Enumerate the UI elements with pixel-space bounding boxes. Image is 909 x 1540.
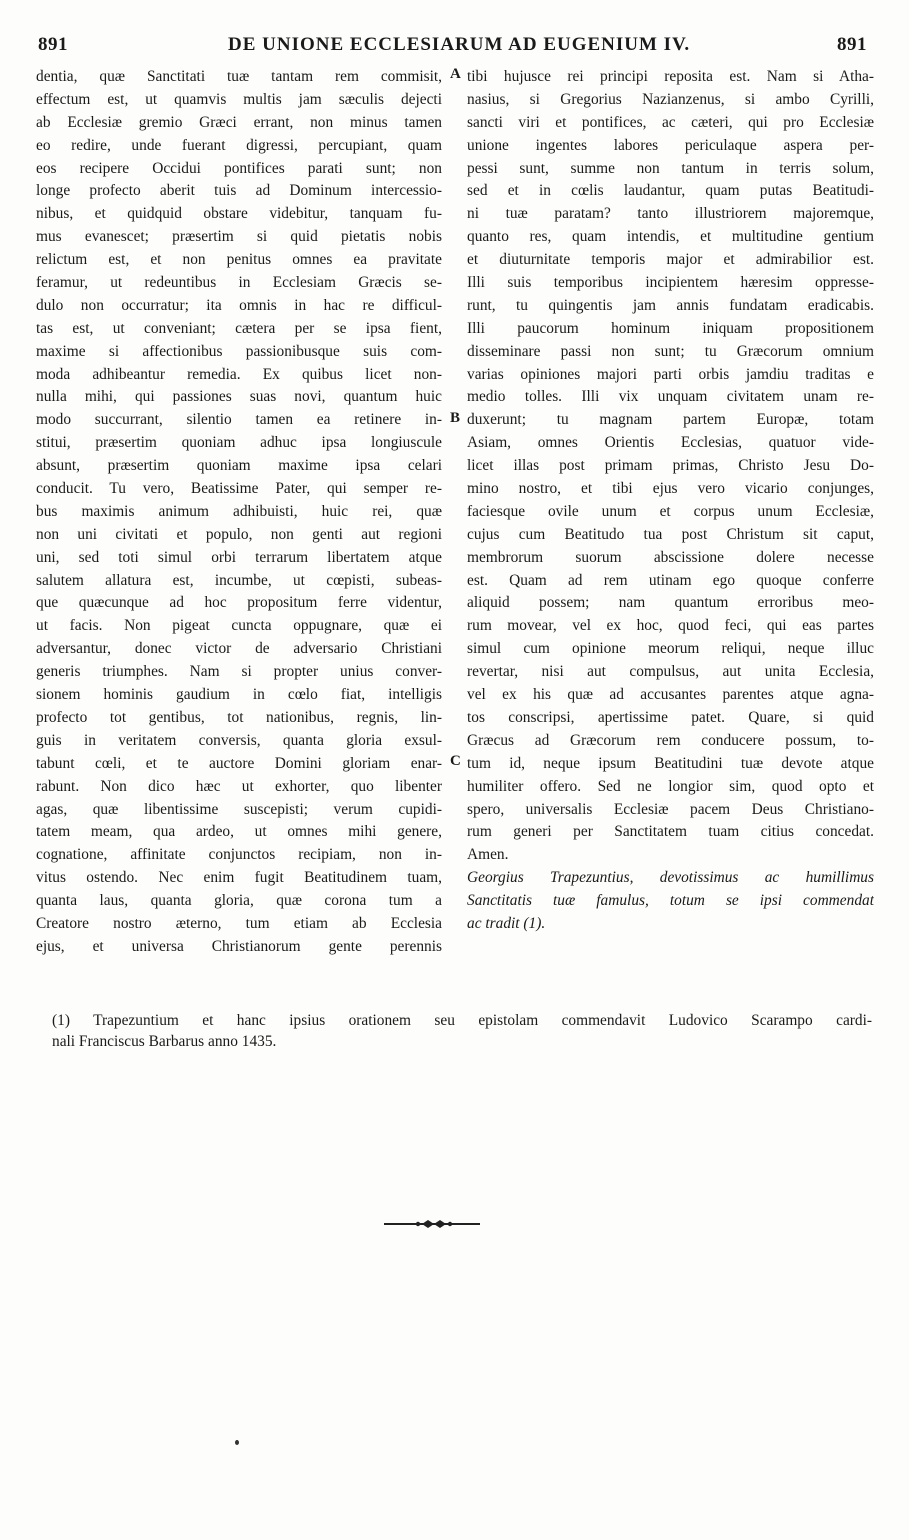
left-column-line: ab Ecclesiæ gremio Græci errant, non minus tamen [36,113,442,131]
right-column-line: humiliter offero. Sed ne longior sim, quod opto et [467,777,874,795]
right-column-line: spero, universalis Ecclesiæ pacem Deus Christiano- [467,800,874,818]
left-column-line: generis triumphes. Nam si propter unius conver- [36,663,442,681]
signature-line: ac tradit (1). [467,914,546,932]
right-column-line: nasius, si Gregorius Nazianzenus, si ambo Cyrilli, [467,90,874,108]
left-column-line: uni, sed toti simul orbi terrarum libertatem atque [36,548,442,566]
left-column-line: non uni civitati et populo, non genti aut regioni [36,525,442,543]
left-column-line: salutem allatura est, incumbe, ut cœpisti, subeas- [36,571,442,589]
footnote-line: (1) Trapezuntium et hanc ipsius orationem seu epistolam commendavit Ludovico Scarampo cardi- [52,1012,872,1029]
left-column-line: moda adhibeantur remedia. Ex quibus licet non- [36,365,442,383]
left-column-line: dulo non occurratur; ita omnis in hac re difficul- [36,296,442,314]
left-column-line: ejus, et universa Christianorum gente perennis [36,937,442,955]
left-column-line: agas, quæ libentissime suscepisti; verum cupidi- [36,800,442,818]
right-column-line: membrorum suorum abscissione dolere necesse [467,548,874,566]
right-column-line: vel ex his quæ ad accusantes parentes atque agna- [467,686,874,704]
footnote-line: nali Franciscus Barbarus anno 1435. [52,1033,277,1050]
right-column-line: ni tuæ paratam? tanto illustriorem majoremque, [467,205,874,223]
left-column-line: dentia, quæ Sanctitati tuæ tantam rem commisit, [36,68,442,85]
left-column-line: vitus ostendo. Nec enim fugit Beatitudinem tuam, [36,869,442,887]
running-title: DE UNIONE ECCLESIARUM AD EUGENIUM IV. [228,34,691,55]
left-column-line: eos recipere Occidui pontifices parati sunt; non [36,159,442,177]
left-text-column [36,66,442,959]
left-column-line: profecto tot gentibus, tot nationibus, regnis, lin- [36,708,442,726]
left-column-line: rabunt. Non dico hæc ut exhorter, quo libenter [36,777,442,795]
right-column-line: mino nostro, et tibi ejus vero vicario conjunges, [467,480,874,498]
left-column-line: maxime si affectionibus passionibusque suis com- [36,342,442,360]
right-column-line: Asiam, omnes Orientis Ecclesias, quatuor vide- [467,434,874,452]
right-column-line: et diuturnitate temporis major et admirabilior est. [467,251,874,269]
left-column-line: nulla mihi, qui passiones suas novi, quantum huic [36,388,442,406]
right-column-line: Græcus ad Græcorum rem conducere possum, to- [467,731,874,749]
left-column-line: conducit. Tu vero, Beatissime Pater, qui semper re- [36,480,442,498]
page-number-left: 891 [38,34,68,55]
right-column-line: tum id, neque ipsum Beatitudini tuæ devote atque [467,754,874,772]
left-column-line: feramur, ut redeuntibus in Ecclesiam Græcis se- [36,274,442,292]
right-column-line: sancti viri et pontifices, ac cæteri, qui pro Ecclesiæ [467,113,874,131]
right-column-line: tos conscripsi, apertissime patet. Quare, si quid [467,708,874,726]
right-column-line: varias opiniones majori parti orbis jamdiu traditas e [467,365,874,383]
right-column-line: Amen. [467,846,509,864]
right-column-line: Illi suis temporibus incipientem hæresim oppresse- [467,274,874,292]
page-number-right: 891 [837,34,867,55]
left-column-line: effectum est, ut quamvis multis jam sæculis dejecti [36,90,442,108]
right-column-line: disseminare passi non sunt; tu Græcorum omnium [467,342,874,360]
margin-marker-a: A [450,66,461,82]
right-column-line: tibi hujusce rei principi reposita est. Nam si Atha- [467,68,874,85]
margin-marker-b: B [450,410,461,426]
right-column-line: faciesque ovile unum et corpus unum Ecclesiæ, [467,502,874,520]
right-column-line: quanto res, quam intendis, et multitudine gentium [467,228,874,246]
left-column-line: longe profecto aberit tuis ad Dominum intercessio- [36,182,442,200]
left-column-line: cognatione, affinitate conjunctos recipiam, non in- [36,846,442,864]
right-column-body [467,66,874,867]
ink-speck [235,1440,239,1445]
right-column-line: sed et in cœlis laudantur, quam putas Beatitudi- [467,182,874,200]
left-column-line: quanta laus, quanta gloria, quæ corona tum a [36,892,442,910]
left-column-line: ut facis. Non pigeat cuncta oppugnare, quæ ei [36,617,442,635]
right-column-line: est. Quam ad rem utinam ego quoque conferre [467,571,874,589]
left-column-line: guis in veritatem conversis, quanta gloria exsul- [36,731,442,749]
left-column-line: tatem meam, qua ardeo, ut omnes mihi genere, [36,823,442,841]
right-column-line: cujus cum Beatitudo tua post Christum sit caput, [467,525,874,543]
footnote [52,1010,872,1052]
left-column-line: nibus, et quidquid obstare videbitur, tanquam fu- [36,205,442,223]
signature-line: Sanctitatis tuæ famulus, totum se ipsi commendat [467,892,874,910]
right-column-line: rum generi per Sanctitatem tuam citius concedat. [467,823,874,841]
margin-marker-c: C [450,753,461,769]
right-column-line: simul cum opinione meorum reliqui, neque illuc [467,640,874,658]
right-column-line: unione ingentes labores periculaque aspera per- [467,136,874,154]
right-text-column [467,66,874,936]
right-column-line: runt, tu quingentis jam annis fundatam eradicabis. [467,296,874,314]
right-column-line: Illi paucorum hominum iniquam propositionem [467,319,874,337]
left-column-line: stitui, præsertim quoniam adhuc ipsa longiuscule [36,434,442,452]
end-ornament [382,1218,482,1230]
right-column-line: aliquid possem; nam quantum erroribus meo- [467,594,874,612]
left-column-line: sionem hominis gaudium in cœlo fiat, intelligis [36,686,442,704]
signature-block [467,867,874,936]
left-column-line: relictum est, et non penitus omnes ea pravitate [36,251,442,269]
right-column-line: pessi sunt, summe non tantum in terris solum, [467,159,874,177]
left-column-line: Creatore nostro æterno, tum etiam ab Ecclesia [36,914,442,932]
left-column-line: tas est, ut conveniant; cætera per se ipsa fient, [36,319,442,337]
right-column-line: licet illas post primam primas, Christo Jesu Do- [467,457,874,475]
signature-line: Georgius Trapezuntius, devotissimus ac humillimus [467,869,874,887]
left-column-line: mus evanescet; præsertim si quid pietatis nobis [36,228,442,246]
left-column-line: absunt, præsertim quoniam maxime ipsa celari [36,457,442,475]
right-column-line: rum movear, vel ex hoc, quod feci, qui eas partes [467,617,874,635]
left-column-line: adversantur, donec victor de adversario Christiani [36,640,442,658]
left-column-line: bus maximis animum adhibuisti, huic rei, quæ [36,502,442,520]
right-column-line: medio tolles. Illi vix unquam civitatem unam re- [467,388,874,406]
left-column-line: que quæcunque ad hoc propositum ferre videntur, [36,594,442,612]
right-column-line: duxerunt; tu magnam partem Europæ, totam [467,411,874,429]
left-column-line: modo succurrant, silentio tamen ea retinere in- [36,411,442,429]
left-column-line: eo redire, unde fuerant digressi, percupiant, quam [36,136,442,154]
right-column-line: revertar, nisi aut compulsus, aut unita Ecclesia, [467,663,874,681]
left-column-line: tabunt cœli, et te auctore Domini gloriam enar- [36,754,442,772]
